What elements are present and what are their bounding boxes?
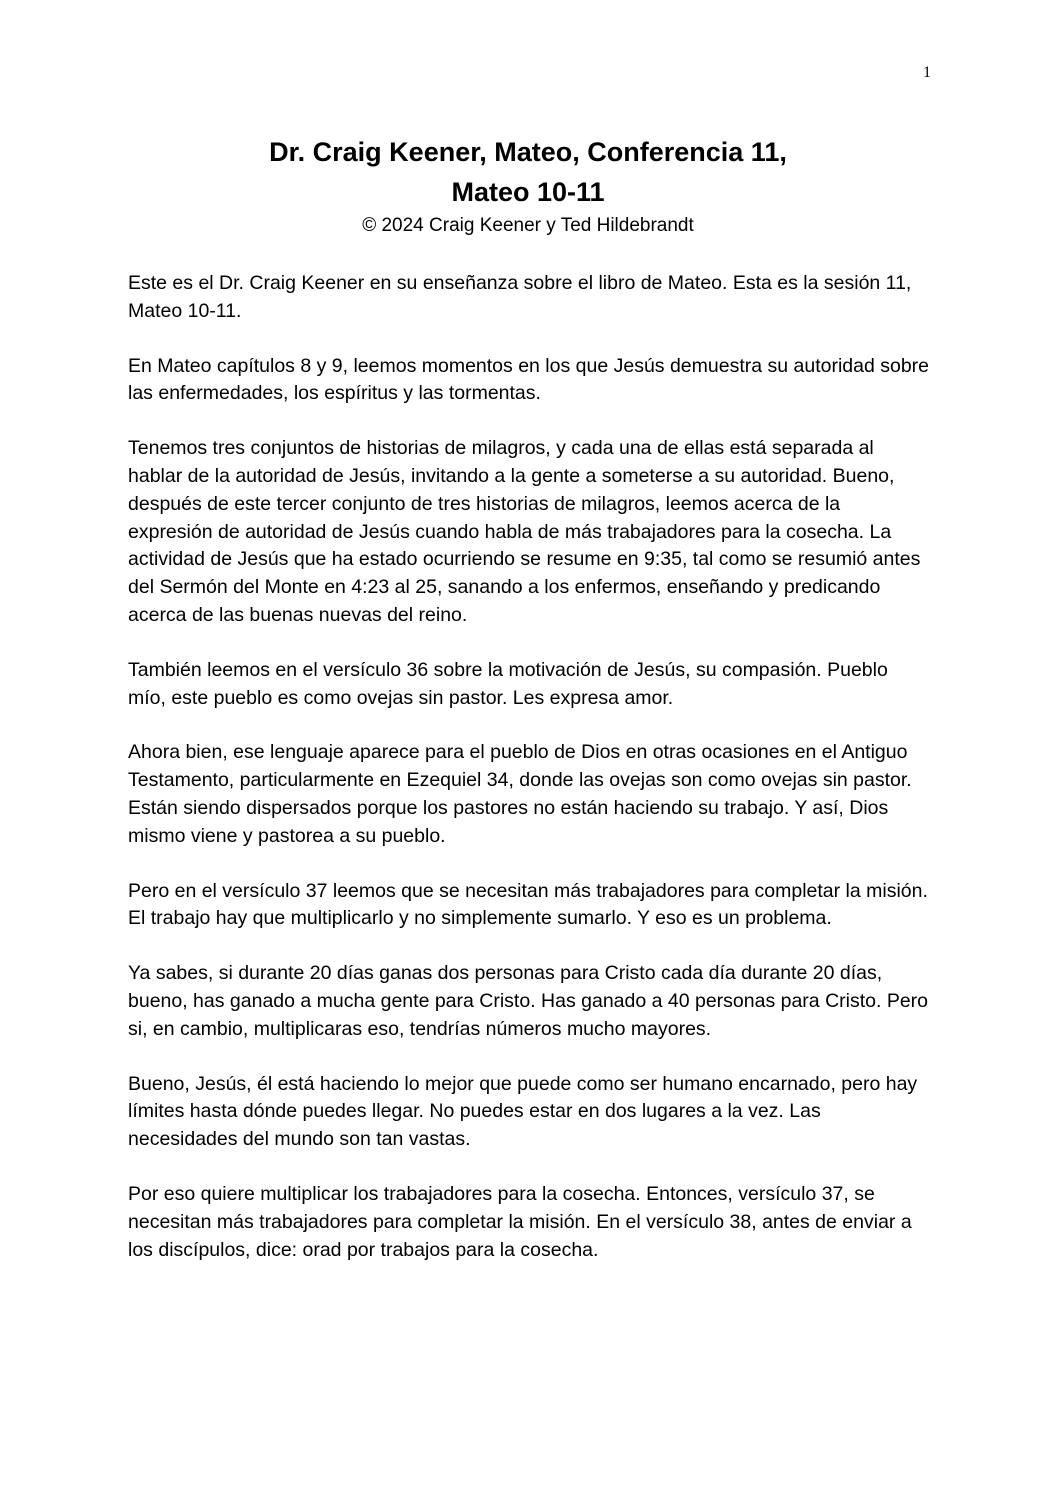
document-body <box>128 270 930 1291</box>
paragraph: Ahora bien, ese lenguaje aparece para el pueblo de Dios en otras ocasiones en el Antiguo Testamento, particularmente en Ezequiel 34, donde las ovejas son como ovejas sin pastor. Están siendo dispersados porque los pastores no están haciendo su trabajo. Y así, Dios mismo viene y pastorea a su pueblo. <box>128 741 912 847</box>
paragraph: Este es el Dr. Craig Keener en su enseñanza sobre el libro de Mateo. Esta es la sesión 11, Mateo 10-11. <box>128 272 912 322</box>
copyright-notice: © 2024 Craig Keener y Ted Hildebrandt <box>362 215 694 236</box>
paragraph: Pero en el versículo 37 leemos que se necesitan más trabajadores para completar la misión. El trabajo hay que multiplicarlo y no simplemente sumarlo. Y eso es un problema. <box>128 879 928 930</box>
paragraph: Tenemos tres conjuntos de historias de milagros, y cada una de ellas está separada al hablar de la autoridad de Jesús, invitando a la gente a someterse a su autoridad. Bueno, después de este tercer conjunto de tres historias de milagros, leemos acerca de la expresión de autoridad de Jesús cuando habla de más trabajadores para la cosecha. La actividad de Jesús que ha estado ocurriendo se resume en 9:35, tal como se resumió antes del Sermón del Monte en 4:23 al 25, sanando a los enfermos, enseñando y predicando acerca de las buenas nuevas del reino. <box>128 437 921 626</box>
document-header <box>128 132 928 240</box>
paragraph: En Mateo capítulos 8 y 9, leemos momentos en los que Jesús demuestra su autoridad sobre las enfermedades, los espíritus y las tormentas. <box>128 354 930 405</box>
page-number: 1 <box>923 64 931 81</box>
paragraph: También leemos en el versículo 36 sobre la motivación de Jesús, su compasión. Pueblo mío, este pueblo es como ovejas sin pastor. Les expresa amor. <box>128 658 888 709</box>
document-title-line-1: Dr. Craig Keener, Mateo, Conferencia 11, <box>269 137 787 167</box>
paragraph: Bueno, Jesús, él está haciendo lo mejor que puede como ser humano encarnado, pero hay límites hasta dónde puedes llegar. No puedes estar en dos lugares a la vez. Las necesidades del mundo son tan vastas. <box>128 1072 918 1151</box>
paragraph: Por eso quiere multiplicar los trabajadores para la cosecha. Entonces, versículo 37, se necesitan más trabajadores para completar la misión. En el versículo 38, antes de enviar a los discípulos, dice: orad por trabajos para la cosecha. <box>128 1182 912 1261</box>
paragraph: Ya sabes, si durante 20 días ganas dos personas para Cristo cada día durante 20 días, bueno, has ganado a mucha gente para Cristo. Has ganado a 40 personas para Cristo. Pero si, en cambio, multiplicaras eso, tendrías números mucho mayores. <box>128 962 929 1040</box>
document-title-line-2: Mateo 10-11 <box>451 177 605 207</box>
